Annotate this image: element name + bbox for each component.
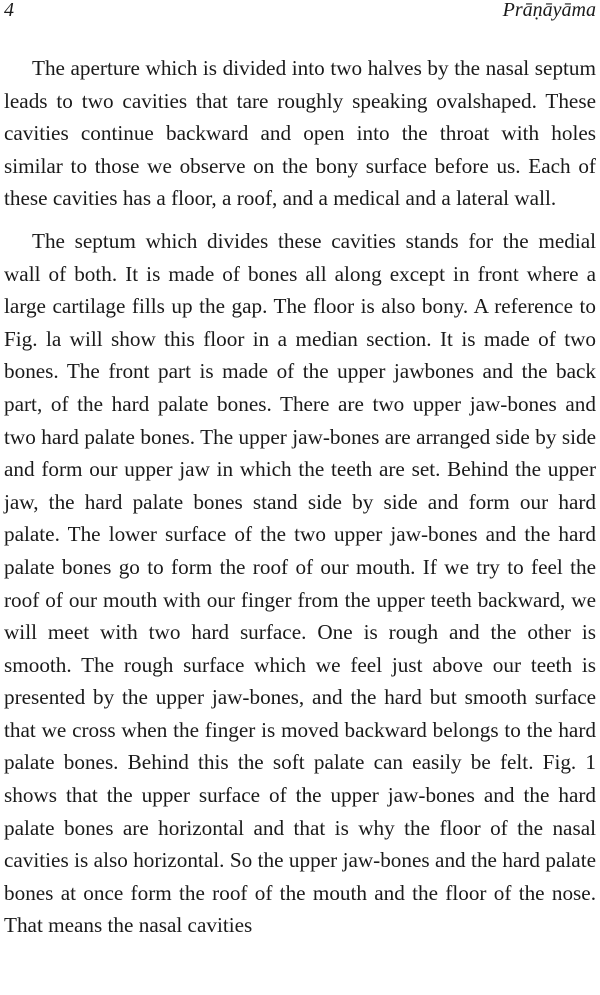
- paragraph-1: The aperture which is divided into two halves by the nasal septum leads to two cavities that tare roughly speaking ovalshaped. These cavities continue backward and open into the throat with holes similar to those we observe on the bony surface before us. Each of these cavities has a floor, a roof, and a medical and a lateral wall.: [4, 56, 596, 211]
- page-number: 4: [4, 0, 14, 21]
- page-header: [0, 0, 600, 24]
- paragraph-2: The septum which divides these cavities stands for the medial wall of both. It is made of bones all along except in front where a large cartilage fills up the gap. The floor is also bony. A reference to Fig. la will show this floor in a median section. It is made of two bones. The front part is made of the upper jawbones and the back part, of the hard palate bones. There are two upper jaw-bones and two hard palate bones. The upper jaw-bones are arranged side by side and form our upper jaw in which the teeth are set. Behind the upper jaw, the hard palate bones stand side by side and form our hard palate. The lower surface of the two upper jaw-bones and the hard palate bones go to form the roof of our mouth. If we try to feel the roof of our mouth with our finger from the upper teeth backward, we will meet with two hard surface. One is rough and the other is smooth. The rough surface which we feel just above our teeth is presented by the upper jaw-bones, and the hard but smooth surface that we cross when the finger is moved backward belongs to the hard palate bones. Behind this the soft palate can easily be felt. Fig. 1 shows that the upper surface of the upper jaw-bones and the hard palate bones are horizontal and that is why the floor of the nasal cavities is also horizontal. So the upper jaw-bones and the hard palate bones at once form the roof of the mouth and the floor of the nose. That means the nasal cavities: [4, 228, 596, 938]
- body-text: [4, 52, 596, 952]
- running-title: Prāṇāyāma: [502, 0, 596, 21]
